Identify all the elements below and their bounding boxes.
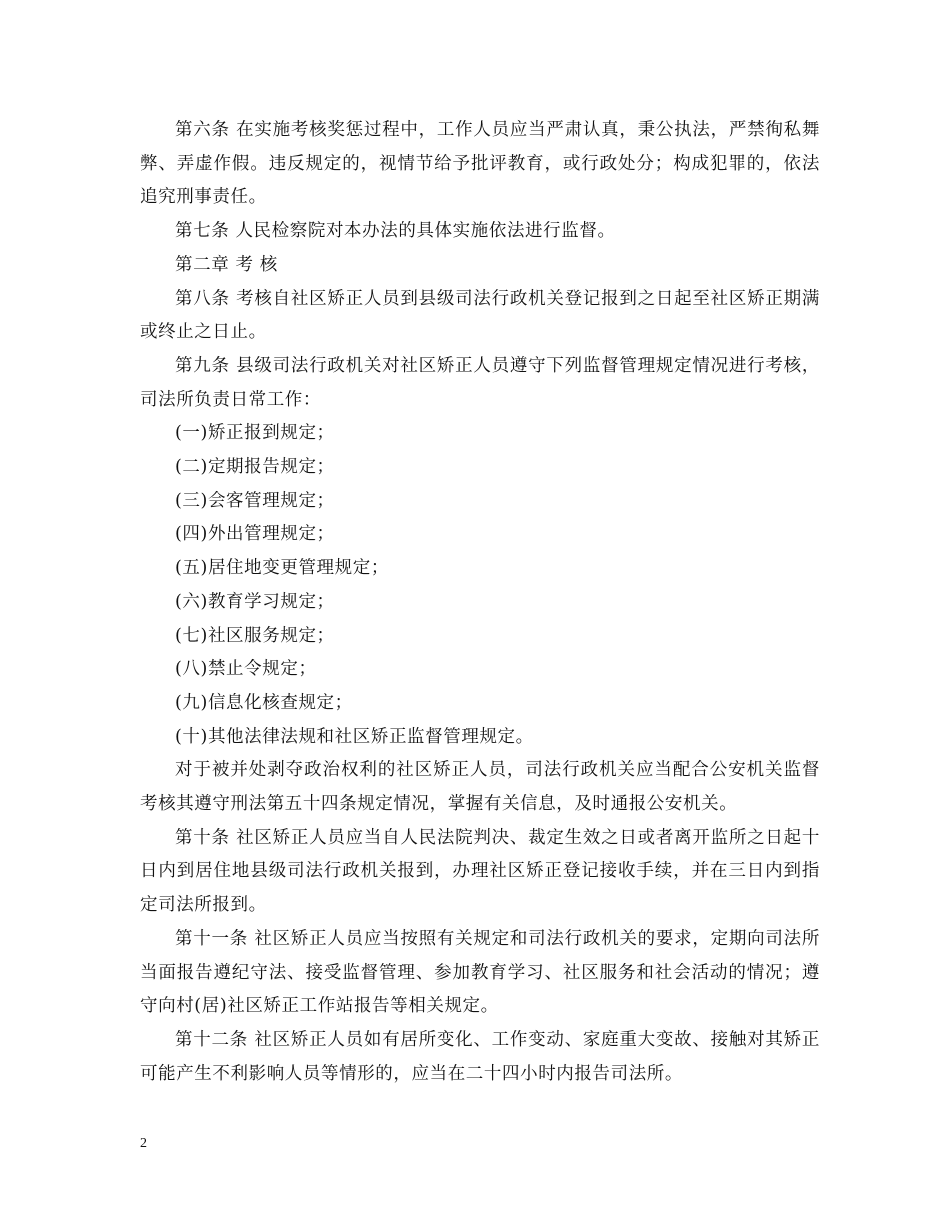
document-body — [140, 114, 820, 1091]
paragraph: (九)信息化核查规定； — [175, 692, 353, 713]
paragraph: 第十二条 社区矫正人员如有居所变化、工作变动、家庭重大变故、接触对其矫正可能产生不利影响人员等情形的，应当在二十四小时内报告司法所。 — [140, 1029, 820, 1084]
paragraph: 第八条 考核自社区矫正人员到县级司法行政机关登记报到之日起至社区矫正期满或终止之日止。 — [140, 288, 820, 343]
paragraph: (八)禁止令规定； — [175, 659, 317, 680]
paragraph: (三)会客管理规定； — [175, 490, 335, 511]
paragraph: 第十一条 社区矫正人员应当按照有关规定和司法行政机关的要求，定期向司法所当面报告遵纪守法、接受监督管理、参加教育学习、社区服务和社会活动的情况；遵守向村(居)社区矫正工作站报告等相关规定。 — [140, 928, 820, 1017]
paragraph: (四)外出管理规定； — [175, 524, 335, 545]
paragraph: (一)矫正报到规定； — [175, 423, 335, 444]
paragraph: 第二章 考 核 — [175, 254, 278, 275]
paragraph: (七)社区服务规定； — [175, 625, 335, 646]
paragraph: 第六条 在实施考核奖惩过程中，工作人员应当严肃认真，秉公执法，严禁徇私舞弊、弄虚作假。违反规定的，视情节给予批评教育，或行政处分；构成犯罪的，依法追究刑事责任。 — [140, 120, 820, 208]
paragraph: 第七条 人民检察院对本办法的具体实施依法进行监督。 — [175, 221, 616, 242]
paragraph: (五)居住地变更管理规定； — [175, 558, 389, 579]
paragraph: (六)教育学习规定； — [175, 591, 335, 612]
paragraph: (二)定期报告规定； — [175, 457, 335, 478]
page-number: 2 — [140, 1136, 147, 1151]
paragraph: 第九条 县级司法行政机关对社区矫正人员遵守下列监督管理规定情况进行考核，司法所负责日常工作： — [140, 355, 820, 410]
paragraph: 对于被并处剥夺政治权利的社区矫正人员，司法行政机关应当配合公安机关监督考核其遵守刑法第五十四条规定情况，掌握有关信息，及时通报公安机关。 — [140, 760, 820, 815]
paragraph: (十)其他法律法规和社区矫正监督管理规定。 — [175, 726, 534, 747]
paragraph: 第十条 社区矫正人员应当自人民法院判决、裁定生效之日或者离开监所之日起十日内到居住地县级司法行政机关报到，办理社区矫正登记接收手续，并在三日内到指定司法所报到。 — [140, 827, 820, 916]
